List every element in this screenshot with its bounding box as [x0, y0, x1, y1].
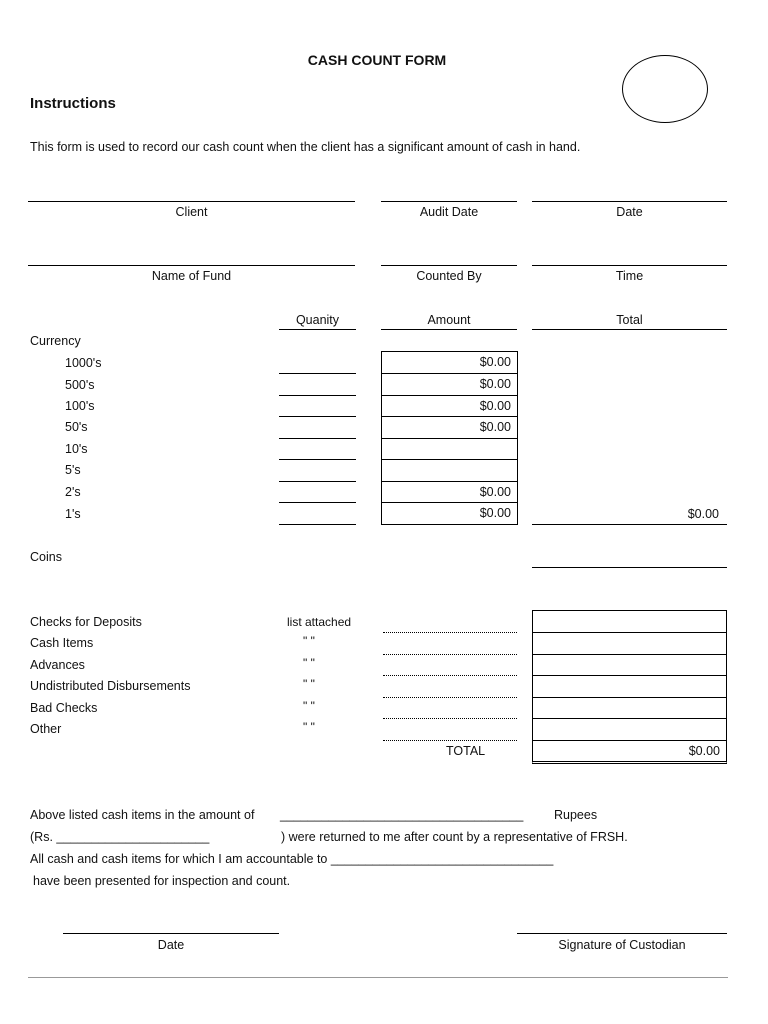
total-header-rule	[532, 329, 727, 330]
quantity-field[interactable]	[279, 481, 356, 482]
item-note: " "	[303, 677, 315, 691]
item-amount-field[interactable]	[383, 632, 517, 633]
date-signature-label: Date	[157, 938, 185, 952]
amount-cell[interactable]	[381, 459, 518, 482]
item-total-cell[interactable]	[532, 632, 727, 655]
item-note: " "	[303, 634, 315, 648]
quantity-field[interactable]	[279, 459, 356, 460]
denomination-label: 10's	[65, 442, 88, 456]
amount-value: $0.00	[479, 420, 511, 434]
denomination-label: 500's	[65, 378, 95, 392]
name-of-fund-label: Name of Fund	[151, 269, 232, 283]
statement-line-1-start: Above listed cash items in the amount of	[30, 808, 255, 822]
audit-date-label: Audit Date	[419, 205, 479, 219]
total-label: TOTAL	[446, 744, 486, 758]
time-label: Time	[615, 269, 644, 283]
quantity-field[interactable]	[279, 373, 356, 374]
client-field-line[interactable]	[28, 201, 355, 202]
item-amount-field[interactable]	[383, 654, 517, 655]
amount-column-header: Amount	[427, 313, 471, 327]
denomination-label: 5's	[65, 463, 81, 477]
item-note: " "	[303, 656, 315, 670]
item-note: list attached	[287, 615, 352, 629]
denomination-label: 1's	[65, 507, 81, 521]
amount-words-field[interactable]: ___________________________________	[280, 808, 524, 822]
item-amount-field[interactable]	[383, 740, 517, 741]
seal-placeholder	[622, 55, 708, 123]
item-label: Bad Checks	[30, 701, 98, 715]
time-field-line[interactable]	[532, 265, 727, 266]
quantity-column-header: Quanity	[295, 313, 340, 327]
denomination-label: 1000's	[65, 356, 102, 370]
statement-line-1-end: Rupees	[554, 808, 598, 822]
quantity-field[interactable]	[279, 438, 356, 439]
item-total-cell[interactable]	[532, 654, 727, 676]
item-label: Checks for Deposits	[30, 615, 142, 629]
counted-by-field-line[interactable]	[381, 265, 517, 266]
item-label: Other	[30, 722, 62, 736]
coins-label: Coins	[30, 550, 62, 564]
amount-cell[interactable]	[381, 481, 518, 503]
item-label: Cash Items	[30, 636, 94, 650]
item-label: Undistributed Disbursements	[30, 679, 191, 693]
item-label: Advances	[30, 658, 85, 672]
audit-date-field-line[interactable]	[381, 201, 517, 202]
item-amount-field[interactable]	[383, 675, 517, 676]
quantity-field[interactable]	[279, 524, 356, 525]
quantity-header-rule	[279, 329, 356, 330]
amount-value: $0.00	[479, 355, 511, 369]
amount-header-rule	[381, 329, 517, 330]
amount-value: $0.00	[479, 377, 511, 391]
instructions-heading: Instructions	[30, 95, 116, 112]
currency-label: Currency	[30, 334, 81, 348]
item-total-cell[interactable]	[532, 675, 727, 698]
amount-value: $0.00	[479, 399, 511, 413]
item-note: " "	[303, 699, 315, 713]
quantity-field[interactable]	[279, 502, 356, 503]
denomination-label: 2's	[65, 485, 81, 499]
item-amount-field[interactable]	[383, 697, 517, 698]
item-note: " "	[303, 720, 315, 734]
client-label: Client	[175, 205, 208, 219]
amount-cell[interactable]	[381, 395, 518, 417]
custodian-signature-label: Signature of Custodian	[558, 938, 686, 952]
quantity-field[interactable]	[279, 416, 356, 417]
grand-total-cell	[532, 740, 727, 764]
footer-divider	[28, 977, 728, 978]
item-total-cell[interactable]	[532, 718, 727, 741]
custodian-signature-line[interactable]	[517, 933, 727, 934]
date-field-line[interactable]	[532, 201, 727, 202]
amount-cell[interactable]	[381, 373, 518, 396]
currency-total-value: $0.00	[687, 507, 719, 521]
total-column-header: Total	[616, 313, 643, 327]
amount-cell[interactable]	[381, 416, 518, 439]
grand-total-value: $0.00	[688, 744, 720, 758]
denomination-label: 50's	[65, 420, 88, 434]
quantity-field[interactable]	[279, 395, 356, 396]
item-total-cell[interactable]	[532, 610, 727, 633]
date-label: Date	[616, 205, 643, 219]
amount-cell[interactable]	[381, 502, 518, 525]
statement-line-3: All cash and cash items for which I am accountable to ________________________________	[30, 852, 554, 866]
form-title: CASH COUNT FORM	[307, 52, 447, 68]
date-signature-line[interactable]	[63, 933, 279, 934]
amount-cell[interactable]	[381, 351, 518, 374]
currency-total-line[interactable]	[532, 524, 727, 525]
instructions-text: This form is used to record our cash count when the client has a significant amount of cash in hand.	[30, 140, 581, 154]
coins-total-line[interactable]	[532, 567, 727, 568]
item-amount-field[interactable]	[383, 718, 517, 719]
counted-by-label: Counted By	[416, 269, 482, 283]
amount-cell[interactable]	[381, 438, 518, 460]
statement-line-4: have been presented for inspection and count.	[33, 874, 291, 888]
amount-value: $0.00	[479, 485, 511, 499]
item-total-cell[interactable]	[532, 697, 727, 719]
rupees-amount-field[interactable]: (Rs. ______________________	[30, 830, 210, 844]
amount-value: $0.00	[479, 506, 511, 520]
fund-field-line[interactable]	[28, 265, 355, 266]
statement-line-2-end: ) were returned to me after count by a representative of FRSH.	[281, 830, 628, 844]
denomination-label: 100's	[65, 399, 95, 413]
